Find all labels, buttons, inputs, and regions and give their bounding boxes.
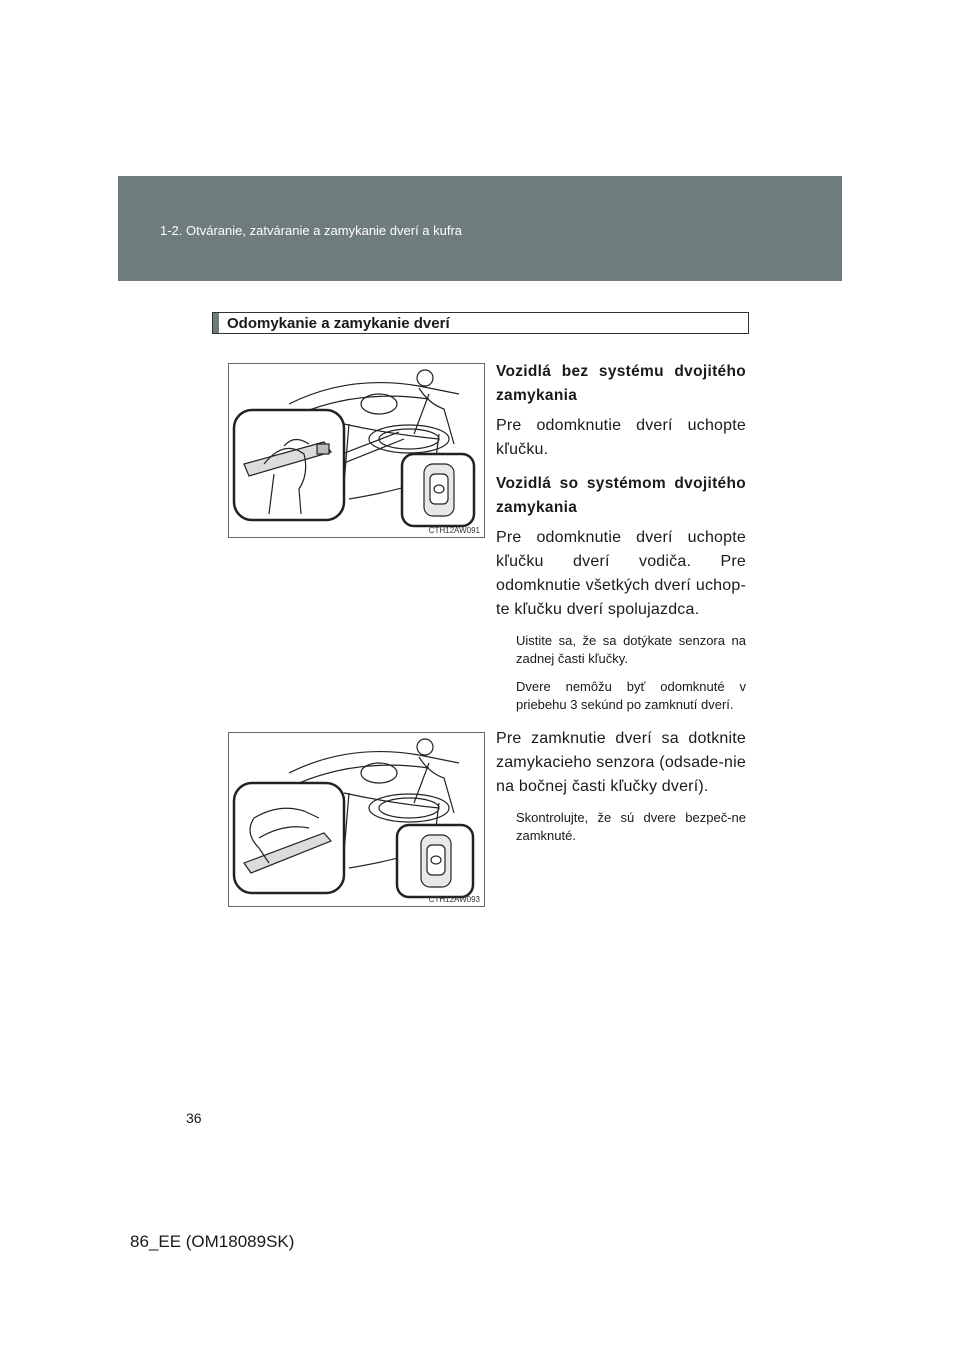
section-title-bar <box>212 312 749 334</box>
unlock-text-block <box>496 360 746 724</box>
text-double-lock: Pre odomknutie dverí uchopte kľučku dverí vodiča. Pre odomknutie všetkých dverí uchop-te kľučku dverí spolujazdca. <box>496 529 746 618</box>
page-number: 36 <box>186 1110 202 1126</box>
note-check-locked: Skontrolujte, že sú dvere bezpeč-ne zamknuté. <box>516 810 746 843</box>
header-band <box>118 176 842 281</box>
note-delay: Dvere nemôžu byť odomknuté v priebehu 3 sekúnd po zamknutí dverí. <box>516 679 746 712</box>
figure-code: CTH12AW093 <box>428 895 480 904</box>
figure-unlock <box>228 363 485 538</box>
figure-code: CTH12AW091 <box>428 526 480 535</box>
breadcrumb: 1-2. Otváranie, zatváranie a zamykanie dverí a kufra <box>160 223 463 238</box>
note-sensor: Uistite sa, že sa dotýkate senzora na zadnej časti kľučky. <box>516 633 746 666</box>
lock-text-block <box>496 727 746 855</box>
document-code: 86_EE (OM18089SK) <box>130 1232 295 1251</box>
lock-illustration <box>229 733 485 907</box>
section-title: Odomykanie a zamykanie dverí <box>227 315 450 332</box>
text-lock: Pre zamknutie dverí sa dotknite zamykacieho senzora (odsade-nie na bočnej časti kľučky dverí). <box>496 730 746 795</box>
section-accent <box>213 313 219 333</box>
heading-double-lock: Vozidlá so systémom dvojitého zamykania <box>496 475 746 516</box>
text-no-double-lock: Pre odomknutie dverí uchopte kľučku. <box>496 417 746 458</box>
heading-no-double-lock: Vozidlá bez systému dvojitého zamykania <box>496 363 746 404</box>
figure-lock <box>228 732 485 907</box>
unlock-illustration <box>229 364 485 538</box>
